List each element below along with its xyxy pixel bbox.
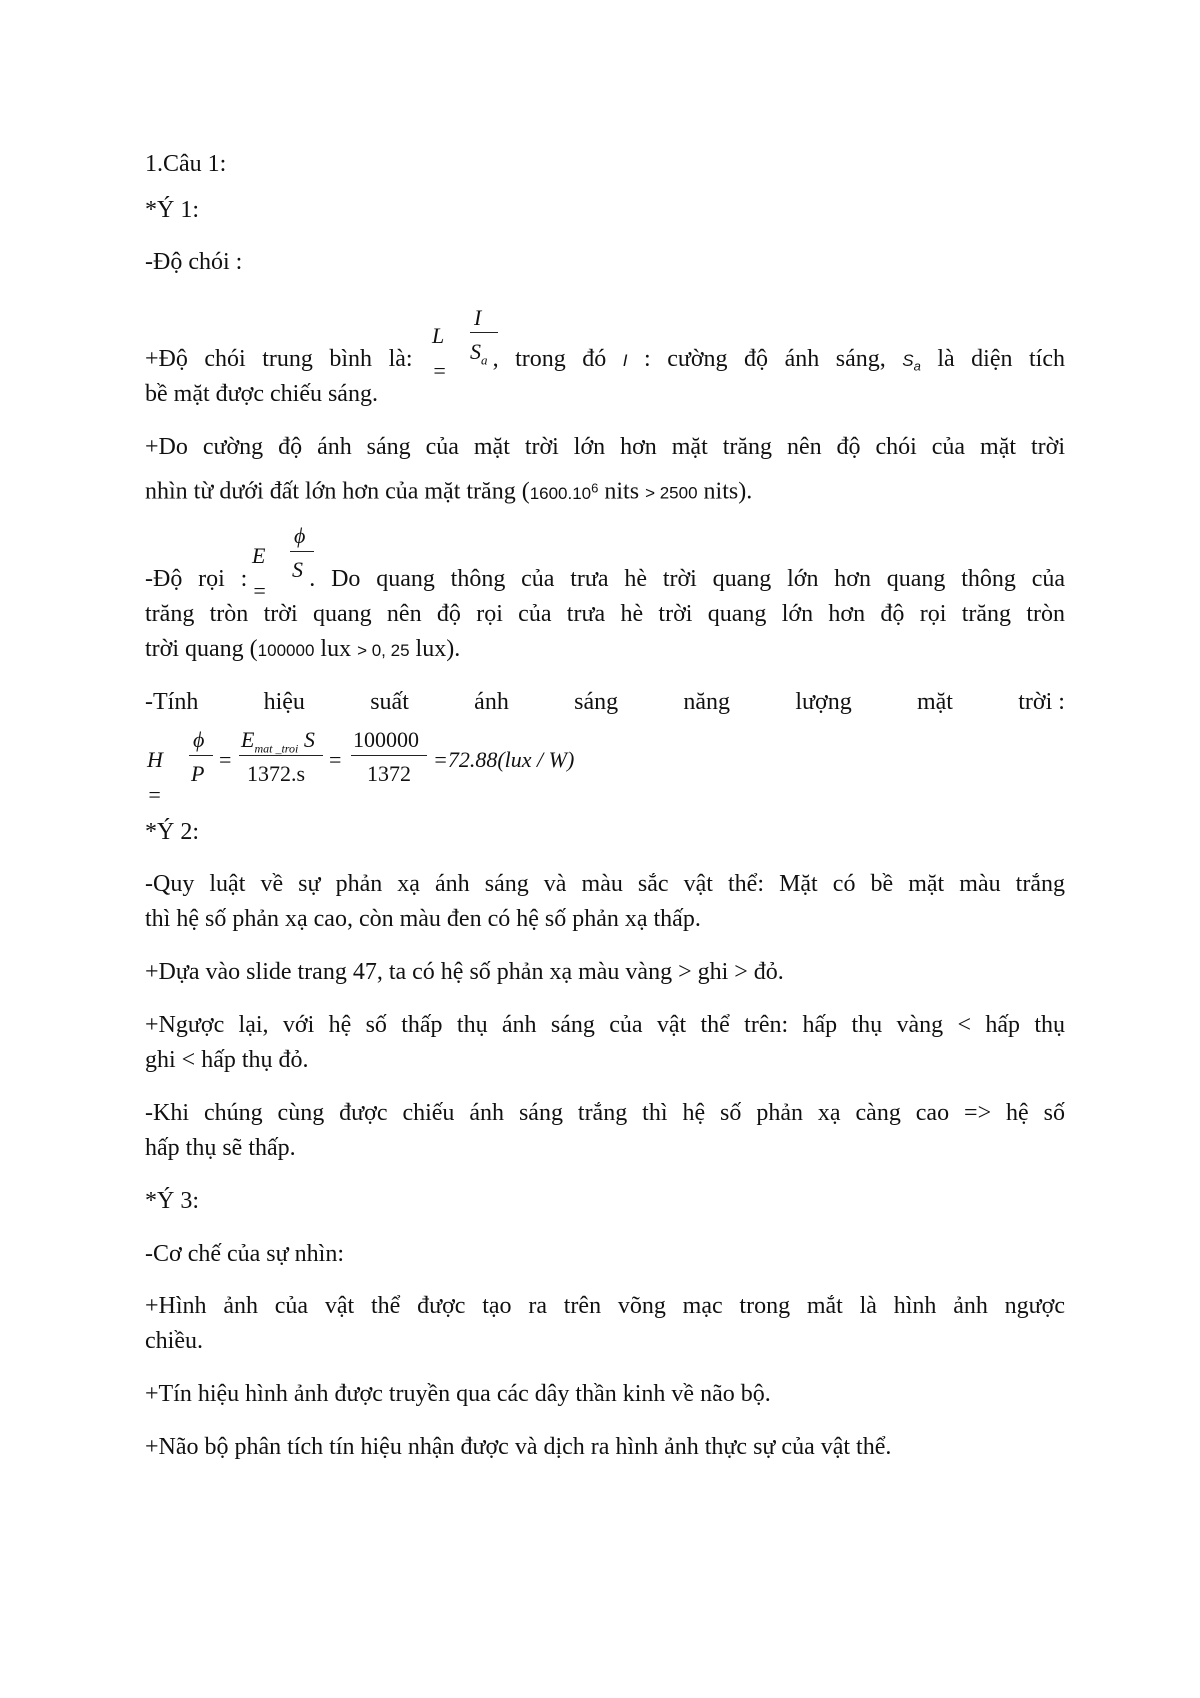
efficiency-heading-word: suất: [370, 689, 409, 715]
efficiency-fraction3-numerator: 100000: [353, 727, 419, 752]
efficiency-formula-lhs: H =: [147, 747, 163, 807]
luminance-text-area: là diện tích: [937, 346, 1065, 372]
variable-s: S: [902, 351, 914, 370]
sun-unit-2: nits).: [703, 478, 753, 505]
equals-sign: =: [329, 747, 342, 772]
illuminance-formula-lhs: E =: [252, 543, 267, 603]
illuminance-paragraph-line-3: [145, 632, 1065, 668]
illuminance-paragraph-line-1: [145, 562, 1065, 597]
luminance-formula-subscript: a: [481, 352, 488, 368]
luminance-text-where: , trong đó: [492, 346, 607, 372]
fraction-bar: [470, 332, 498, 333]
efficiency-heading-word: -Tính: [145, 689, 199, 715]
illuminance-formula-denominator: S: [292, 557, 303, 582]
efficiency-heading-word: hiệu: [263, 689, 305, 715]
y2-paragraph-4-line-2: hấp thụ sẽ thấp.: [145, 1135, 296, 1161]
efficiency-heading-word: năng: [683, 689, 731, 715]
sun-paragraph-line-1: +Do cường độ ánh sáng của mặt trời lớn hơn mặt trăng nên độ chói của mặt trời: [145, 434, 1065, 460]
moon-illuminance-value: > 0, 25: [357, 641, 410, 660]
illuminance-unit-2: lux).: [415, 636, 461, 662]
section-title-y1: *Ý 1:: [145, 197, 199, 223]
luminance-paragraph-line-2: bề mặt được chiếu sáng.: [145, 381, 378, 407]
luminance-formula-lhs: L =: [432, 323, 447, 383]
efficiency-fraction2-numerator-s: S: [303, 727, 315, 752]
y3-paragraph-3: +Tín hiệu hình ảnh được truyền qua các dây thần kinh về não bộ.: [145, 1381, 771, 1407]
sun-paragraph-line-2: [145, 470, 1065, 511]
y3-paragraph-2-line-2: chiều.: [145, 1328, 203, 1354]
efficiency-heading-word: mặt: [916, 689, 953, 715]
efficiency-heading-word: trời :: [1018, 689, 1065, 715]
y3-paragraph-4: +Não bộ phân tích tín hiệu nhận được và dịch ra hình ảnh thực sự của vật thể.: [145, 1434, 892, 1460]
section-title-y2: *Ý 2:: [145, 819, 199, 845]
luminance-text-intensity: : cường độ ánh sáng,: [644, 346, 886, 372]
illuminance-formula-numerator: ϕ: [294, 523, 306, 548]
y2-paragraph-3-line-1: +Ngược lại, với hệ số thấp thụ ánh sáng của vật thể trên: hấp thụ vàng < hấp thụ: [145, 1012, 1065, 1038]
moon-luminance-value: > 2500: [645, 483, 698, 503]
luminance-formula-numerator: I: [474, 305, 482, 330]
y3-paragraph-2-line-1: +Hình ảnh của vật thể được tạo ra trên võng mạc trong mắt là hình ảnh ngược: [145, 1293, 1065, 1319]
sun-luminance-exponent: 6: [591, 480, 599, 495]
efficiency-fraction2-denominator: 1372.s: [247, 761, 306, 786]
efficiency-heading: [145, 685, 1065, 720]
equals-sign: =: [219, 747, 232, 772]
efficiency-fraction2-subscript: mat _troi: [254, 741, 299, 756]
efficiency-result: =72.88(lux / W): [433, 747, 575, 772]
y2-paragraph-1-line-2: thì hệ số phản xạ cao, còn màu đen có hệ số phản xạ thấp.: [145, 906, 701, 932]
efficiency-heading-word: lượng: [795, 689, 852, 715]
illuminance-title: -Độ rọi :: [145, 566, 248, 592]
y2-paragraph-3-line-2: ghi < hấp thụ đỏ.: [145, 1047, 309, 1073]
noon-illuminance-value: 100000: [257, 641, 315, 660]
y3-paragraph-1: -Cơ chế của sự nhìn:: [145, 1241, 344, 1267]
variable-i: I: [622, 351, 628, 370]
sun-unit-1: nits: [604, 478, 640, 505]
efficiency-heading-word: sáng: [574, 689, 619, 715]
efficiency-fraction3-denominator: 1372: [367, 761, 411, 786]
efficiency-fraction1-numerator: ϕ: [193, 727, 205, 752]
heading-question-1: 1.Câu 1:: [145, 151, 227, 177]
y2-paragraph-2: +Dựa vào slide trang 47, ta có hệ số phản xạ màu vàng > ghi > đỏ.: [145, 959, 784, 985]
variable-s-subscript: a: [913, 358, 921, 374]
illuminance-text-3: trời quang (: [145, 636, 258, 662]
luminance-title: -Độ chói :: [145, 249, 243, 275]
efficiency-fraction2-numerator: E: [241, 727, 255, 752]
efficiency-fraction1-denominator: P: [191, 761, 205, 786]
section-title-y3: *Ý 3:: [145, 1188, 199, 1214]
luminance-formula-denominator: S: [470, 339, 481, 364]
illuminance-text-1: . Do quang thông của trưa hè trời quang lớn hơn quang thông của: [309, 566, 1065, 592]
efficiency-heading-word: ánh: [474, 689, 509, 715]
sun-text-intro: nhìn từ dưới đất lớn hơn của mặt trăng (: [145, 478, 530, 505]
illuminance-paragraph-line-2: trăng tròn trời quang nên độ rọi của trưa hè trời quang lớn hơn độ rọi trăng tròn: [145, 601, 1065, 627]
y2-paragraph-1-line-1: -Quy luật về sự phản xạ ánh sáng và màu sắc vật thể: Mặt có bề mặt màu trắng: [145, 871, 1065, 897]
sun-luminance-value: 1600.10: [529, 483, 592, 503]
luminance-intro-text: +Độ chói trung bình là:: [145, 346, 413, 372]
y2-paragraph-4-line-1: -Khi chúng cùng được chiếu ánh sáng trắng thì hệ số phản xạ càng cao => hệ số: [145, 1100, 1065, 1126]
illuminance-unit-1: lux: [320, 636, 352, 662]
